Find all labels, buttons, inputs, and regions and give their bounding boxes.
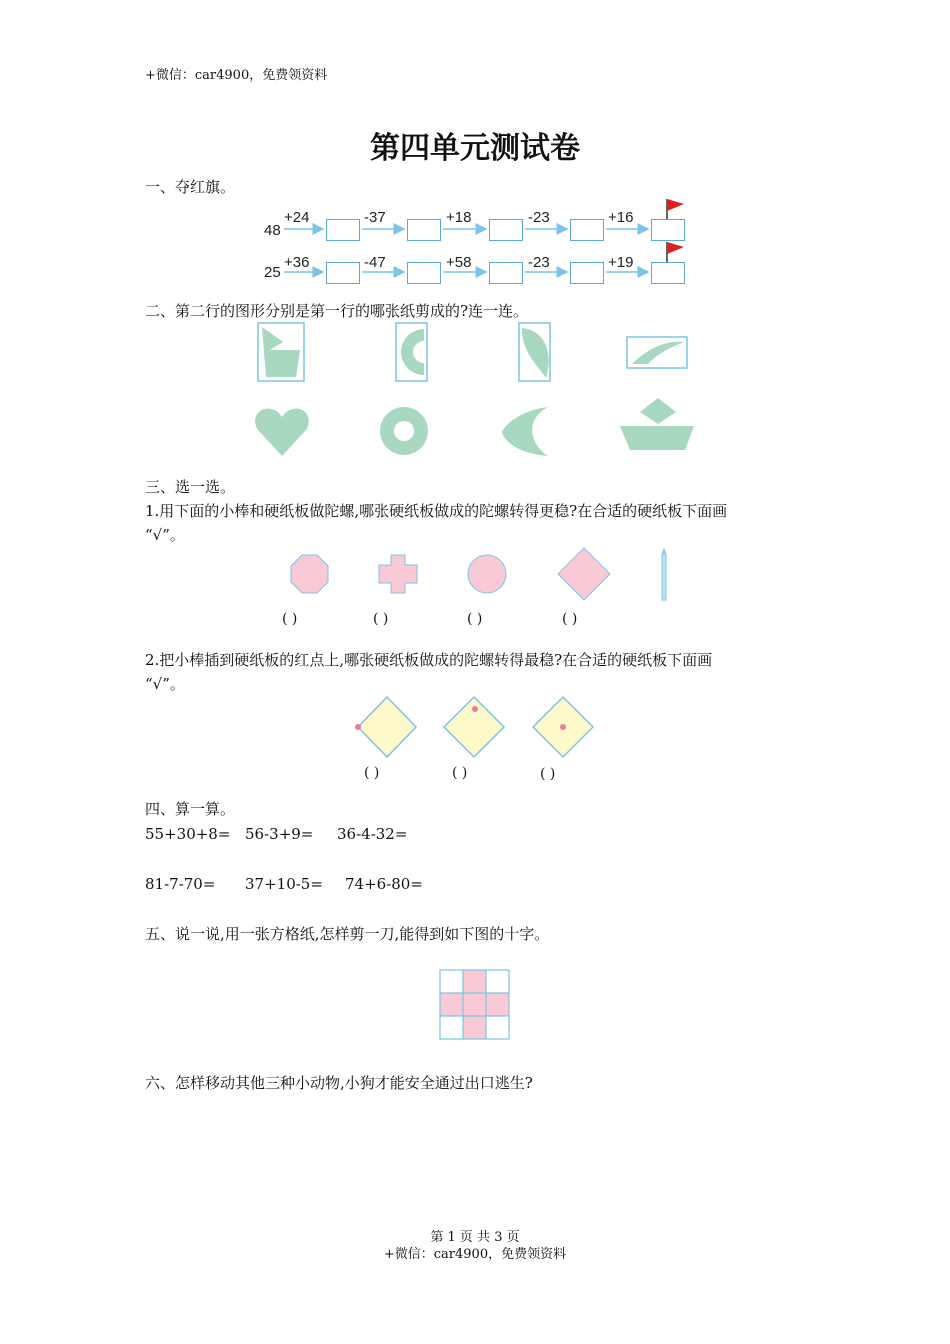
footer-note: +微信：car4900，免费领资料: [383, 1247, 567, 1262]
calc-5: 37+10-5=: [245, 875, 323, 893]
calc-6: 74+6-80=: [345, 875, 423, 893]
page-number: 第 1 页 共 3 页: [430, 1230, 520, 1245]
circle-card: [468, 555, 506, 593]
heart-shape: [255, 409, 309, 456]
row2-op-3: +58: [446, 254, 472, 271]
square-diamond-card: [558, 548, 610, 600]
row1-op-2: -37: [364, 209, 386, 226]
section5-heading: 五、说一说,用一张方格纸,怎样剪一刀,能得到如下图的十字。: [145, 925, 550, 943]
page-title: 第四单元测试卷: [370, 131, 580, 166]
row1-op-4: -23: [528, 209, 550, 226]
row2-op-4: -23: [528, 254, 550, 271]
card-dot-near-top: [444, 697, 504, 757]
row2-op-5: +19: [608, 254, 634, 271]
cross-grid-diagram: [0, 965, 950, 1045]
section4-heading: 四、算一算。: [145, 800, 236, 818]
section3-q2-line1: 2.把小棒插到硬纸板的红点上,哪张硬纸板做成的陀螺转得最稳?在合适的硬纸板下面画: [145, 651, 713, 669]
section1-heading: 一、夺红旗。: [145, 178, 236, 196]
folded-paper-4: [627, 337, 687, 368]
section3-q1-line2: “√”。: [145, 526, 185, 544]
row1-op-3: +18: [446, 209, 472, 226]
row1-start-number: 48: [264, 222, 281, 239]
folded-paper-1: [258, 323, 304, 381]
boat-shape: [620, 398, 694, 450]
section3-q1-line1: 1.用下面的小棒和硬纸板做陀螺,哪张硬纸板做成的陀螺转得更稳?在合适的硬纸板下面画: [145, 502, 728, 520]
q1-answer-paren-2[interactable]: ( ): [373, 611, 389, 627]
q1-answer-paren-4[interactable]: ( ): [562, 611, 578, 627]
card-dot-at-corner: [355, 697, 416, 757]
flag-race-diagram: [0, 0, 950, 300]
stick-icon: [662, 547, 666, 600]
q2-answer-paren-2[interactable]: ( ): [452, 765, 468, 781]
octagon-card: [291, 555, 328, 593]
folded-paper-2: [396, 323, 427, 381]
q1-answer-paren-3[interactable]: ( ): [467, 611, 483, 627]
section6-heading: 六、怎样移动其他三种小动物,小狗才能安全通过出口逃生?: [145, 1074, 533, 1092]
paper-cut-matching-diagram: [0, 320, 950, 460]
cross-card: [379, 555, 417, 593]
calc-4: 81-7-70=: [145, 875, 216, 893]
calc-2: 56-3+9=: [245, 825, 314, 843]
q1-answer-paren-1[interactable]: ( ): [282, 611, 298, 627]
row1-op-5: +16: [608, 209, 634, 226]
calc-3: 36-4-32=: [337, 825, 408, 843]
ring-shape: [380, 407, 428, 455]
calc-1: 55+30+8=: [145, 825, 231, 843]
folded-paper-3: [519, 323, 550, 381]
red-flag-icon: [667, 242, 684, 262]
header-note: +微信：car4900，免费领资料: [145, 68, 328, 83]
section2-heading: 二、第二行的图形分别是第一行的哪张纸剪成的?连一连。: [145, 302, 529, 320]
section3-heading: 三、选一选。: [145, 478, 236, 496]
card-dot-at-center: [533, 697, 593, 757]
spinning-top-cards: [0, 545, 950, 615]
section3-q2-line2: “√”。: [145, 675, 185, 693]
q2-answer-paren-1[interactable]: ( ): [364, 765, 380, 781]
red-flag-icon: [667, 199, 684, 219]
row2-op-1: +36: [284, 254, 310, 271]
row2-op-2: -47: [364, 254, 386, 271]
row1-op-1: +24: [284, 209, 310, 226]
row2-start-number: 25: [264, 264, 281, 281]
flag-race-arrows: [0, 0, 950, 300]
crescent-shape: [502, 407, 548, 456]
q2-answer-paren-3[interactable]: ( ): [540, 766, 556, 782]
red-dot-cards: [0, 695, 950, 765]
